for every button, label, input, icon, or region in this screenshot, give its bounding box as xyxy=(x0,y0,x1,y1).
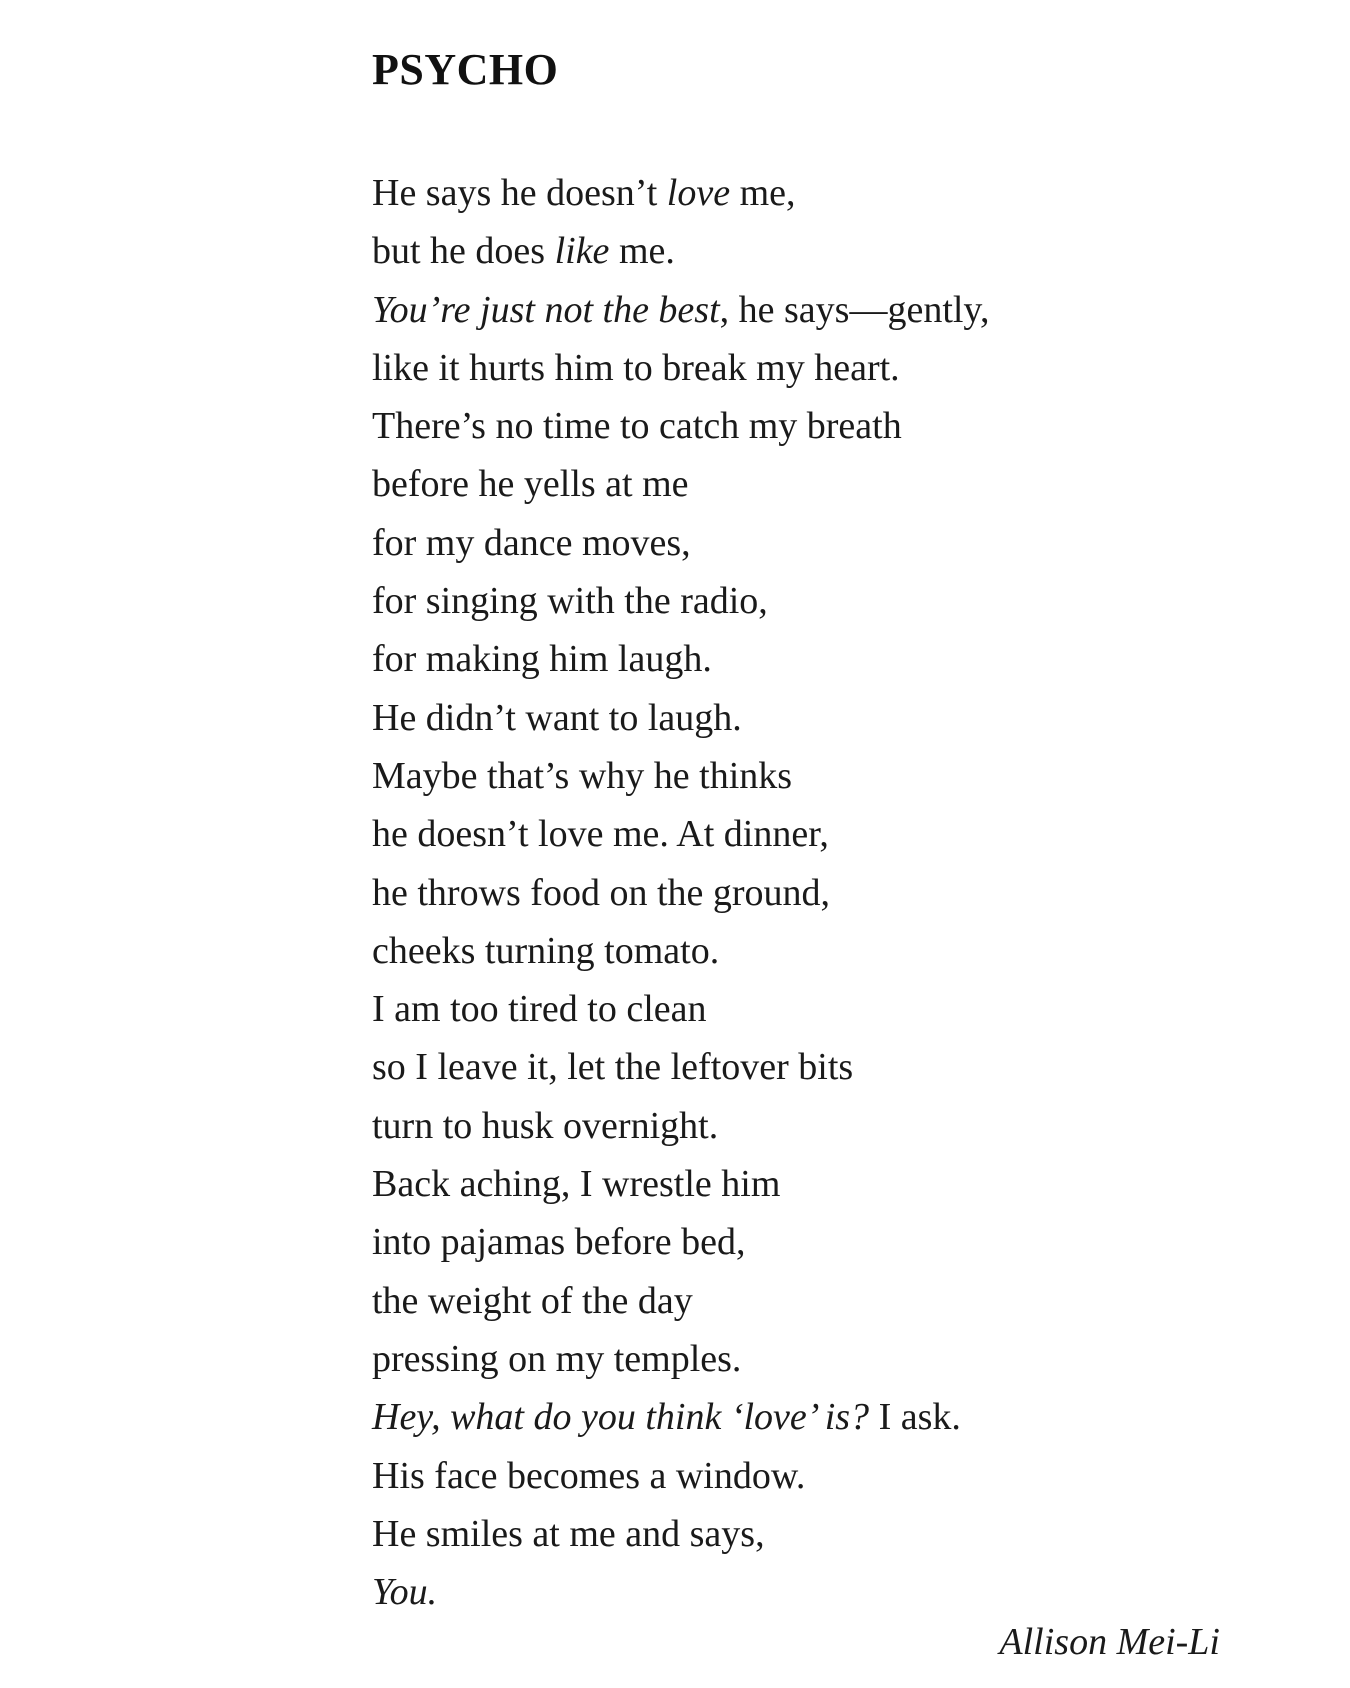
poem-line xyxy=(372,397,989,455)
poem-line-segment: There’s no time to catch my breath xyxy=(372,405,902,448)
poem-line-segment: He smiles at me and says, xyxy=(372,1512,765,1555)
poem-line xyxy=(372,1505,989,1563)
poem-line xyxy=(372,1563,989,1621)
poem-line-segment: pressing on my temples. xyxy=(372,1337,742,1380)
poem-line xyxy=(372,1272,989,1330)
poem-line xyxy=(372,1038,989,1096)
poem-line-italic-segment: love xyxy=(666,172,731,214)
poem-line-italic-segment: Hey, what do you think ‘love’ is? xyxy=(372,1396,870,1439)
poem-line xyxy=(372,1447,989,1505)
poem-line xyxy=(372,572,989,630)
poem-line-italic-segment: You’re just not the best xyxy=(372,288,720,331)
poem-line-segment: me, xyxy=(730,172,796,214)
poem-line xyxy=(372,164,989,222)
poem-line xyxy=(372,980,989,1038)
poem-line-segment: into pajamas before bed, xyxy=(372,1221,746,1264)
poem-line-segment: like it hurts him to break my heart. xyxy=(372,346,900,389)
poem-body xyxy=(372,164,989,1621)
poem-line xyxy=(372,922,989,980)
poem-line-segment: Back aching, I wrestle him xyxy=(372,1163,781,1206)
poem-line-segment: cheeks turning tomato. xyxy=(372,929,720,972)
poem-line-segment: he throws food on the ground, xyxy=(372,871,831,914)
poem-line-segment: I am too tired to clean xyxy=(372,988,707,1031)
poem-line-segment: I ask. xyxy=(869,1396,961,1439)
poem-line xyxy=(372,630,989,688)
poem-line xyxy=(372,1155,989,1213)
poem-line-segment: for singing with the radio, xyxy=(372,580,768,623)
poem-line xyxy=(372,514,989,572)
poem-line-segment: but he does xyxy=(372,230,555,273)
poem-line-segment: he doesn’t love me. At dinner, xyxy=(372,813,829,856)
poem-title: PSYCHO xyxy=(372,45,559,94)
poem-line-segment: me. xyxy=(609,230,675,273)
poem-line xyxy=(372,1330,989,1388)
poem-line xyxy=(372,1388,989,1446)
poem-line xyxy=(372,222,989,280)
poem-line-segment: turn to husk overnight. xyxy=(372,1104,719,1147)
poem-author: Allison Mei-Li xyxy=(999,1621,1220,1663)
poem-line-segment: He didn’t want to laugh. xyxy=(372,696,742,739)
poem-line xyxy=(372,281,989,339)
poem-line-segment: the weight of the day xyxy=(372,1279,693,1322)
poem-line xyxy=(372,805,989,863)
poem-line-segment: , he says—gently, xyxy=(719,288,990,331)
poem-line-segment: Maybe that’s why he thinks xyxy=(372,754,793,797)
poem-line-segment: for my dance moves, xyxy=(372,521,691,564)
poem-line xyxy=(372,1097,989,1155)
poem-line-segment: for making him laugh. xyxy=(372,638,712,681)
poem-line-segment: before he yells at me xyxy=(372,463,689,506)
poem-line xyxy=(372,339,989,397)
poem-line-segment: He says he doesn’t xyxy=(372,172,667,214)
poem-line xyxy=(372,747,989,805)
poem-line-italic-segment: like xyxy=(554,230,610,273)
poem-line xyxy=(372,455,989,513)
poem-line-italic-segment: You. xyxy=(372,1571,438,1614)
poem-line xyxy=(372,864,989,922)
poem-line xyxy=(372,689,989,747)
poem-line-segment: His face becomes a window. xyxy=(372,1454,806,1497)
poem-line xyxy=(372,1213,989,1271)
poem-line-segment: so I leave it, let the leftover bits xyxy=(372,1046,854,1089)
